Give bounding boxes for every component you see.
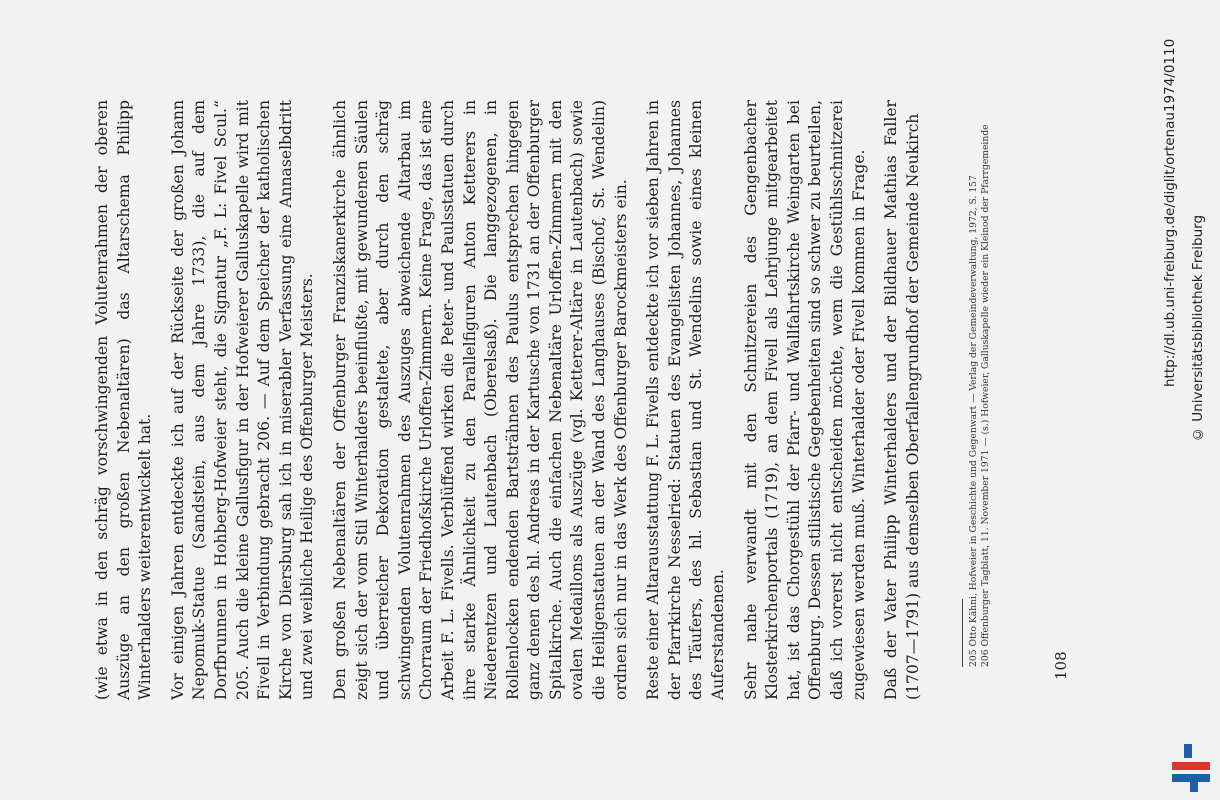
- paragraph: Sehr nahe verwandt mit den Schnitzereien des Gengenbacher Klosterkirchenportals (1719), an dem Fivell als Lehrjunge mitgearbeitet hat, ist das Chorgestühl der Pfarr- und Wallfahrtskirche Weingarten bei Offenburg. Dessen stilistische Gegebenheiten sind so schwer zu beurteilen, daß ich vorerst nicht entscheiden möchte, wem die Gestühlsschnitzerei zugewiesen werden muß. Winterhalder oder Fivell kommen in Frage.: [741, 100, 868, 700]
- paragraph: Daß der Vater Philipp Winterhalders und der Bildhauer Mathias Faller (1707—1791) aus demselben Oberfallengrundhof der Gemeinde Neukirch: [882, 100, 922, 700]
- paragraph: Den großen Nebenaltären der Offenburger Franziskanerkirche ähnlich zeigt sich der vom Stil Winterhalders beeinflußte, mit gewundenen Säulen und überreicher Dekoration gestaltete, aber durch den schräg schwingenden Volutenrahmen des Auszuges abweichende Altarbau im Chorraum der Friedhofskirche Urloffen-Zimmern. Keine Frage, das ist eine Arbeit F. L. Fivells. Verblüffend wirken die Peter- und Paulsstatuen durch ihre starke Ähnlichkeit zu den Parallelfiguren Anton Ketterers in Niederentzen und Lautenbach (Oberelsaß). Die langgezogenen, in Rollenlocken endenden Bartsträhnen des Paulus entsprechen hingegen ganz denen des hl. Andreas in der Kartusche von 1731 an der Offenburger Spitalkirche. Auch die einfachen Nebenaltäre Urloffen-Zimmern mit den ovalen Medaillons als Auszüge (vgl. Ketterer-Altäre in Lautenbach) sowie die Heiligenstatuen an der Wand des Langhauses (Bischof, St. Wendelin) ordnen sich nur in das Werk des Offenburger Barockmeisters ein.: [330, 100, 630, 700]
- footnote: 206 Offenburger Tagblatt, 11. November 1971 — (s.) Hofweier, Galluskapelle wieder ein Kleinod der Pfarrgemeinde: [980, 124, 992, 667]
- copyright-notice: © Universitätsbibliothek Freiburg: [1190, 214, 1206, 442]
- logo-bar-blue: [1172, 774, 1210, 782]
- page-number: 108: [1052, 651, 1070, 680]
- body-text: [92, 100, 935, 700]
- paragraph: Vor einigen Jahren entdeckte ich auf der Rückseite der großen Johann Nepomuk-Statue (Sandstein, aus dem Jahre 1733), die auf dem Dorfbrunnen in Hohberg-Hofweier steht, die Signatur „F. L: Fivel Scul.“ 205. Auch die kleine Gallusfigur in der Hofweierer Galluskapelle wird mit Fivell in Verbindung gebracht 206. — Auf dem Speicher der katholischen Kirche von Diersburg sah ich in miserabler Verfassung eine Annaselbdritt und zwei weibliche Heilige des Offenburger Meisters.: [168, 100, 317, 700]
- logo-bar-top: [1184, 744, 1192, 758]
- footnote-separator: [962, 599, 963, 667]
- logo-bar-red: [1172, 762, 1210, 770]
- logo-bar-bottom: [1190, 782, 1198, 792]
- footnote: 205 Otto Kähni, Hofweier in Geschichte und Gegenwart — Verlag der Gemeindeverwaltung, 1972, S. 157: [968, 175, 979, 667]
- paragraph: (wie etwa in den schräg vorschwingenden Volutenrahmen der oberen Auszüge an den großen Nebenaltären) das Altarschema Philipp Winterhalders weiterentwickelt hat.: [93, 100, 155, 700]
- footnotes: [968, 107, 993, 667]
- library-logo-icon: [1168, 742, 1214, 794]
- source-url-link[interactable]: http://dl.ub.uni-freiburg.de/diglit/ortenau1974/0110: [1162, 38, 1178, 387]
- paragraph: Reste einer Altarausstattung F. L. Fivells entdeckte ich vor sieben Jahren in der Pfarrkirche Nesselried: Statuen des Evangelisten Johannes, Johannes des Täufers, des hl. Sebastian und St. Wendelins sowie eines kleinen Auferstandenen.: [644, 100, 728, 700]
